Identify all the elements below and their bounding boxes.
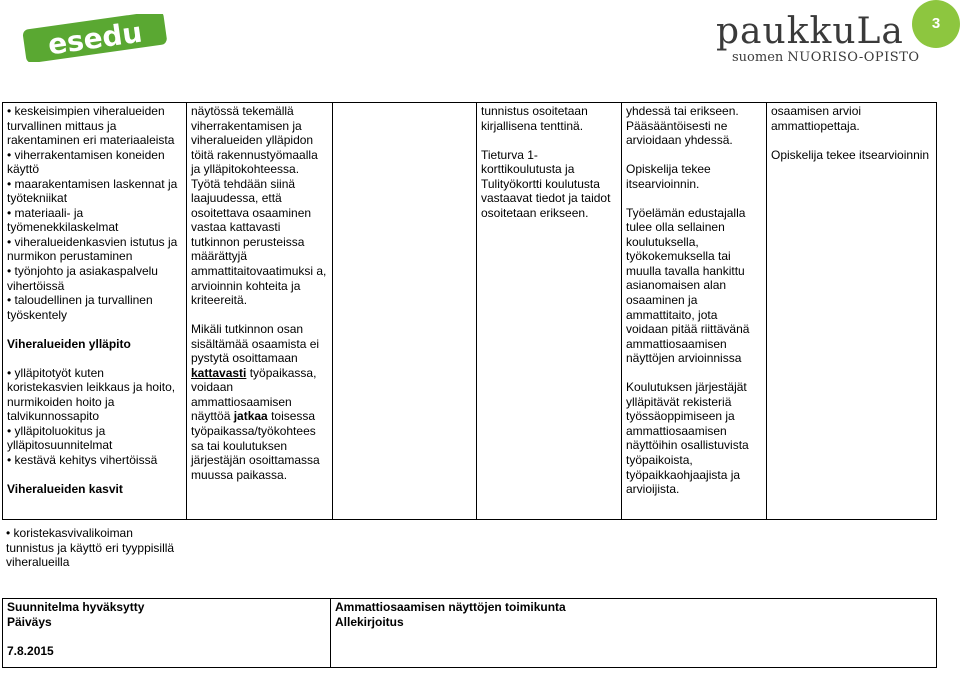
col-demonstration [187, 103, 333, 520]
col-teacher [767, 103, 937, 520]
demo-paragraph-2 [191, 322, 328, 482]
committee-title: Ammattiosaamisen näyttöjen toimikunta [335, 600, 566, 614]
page-number-badge: 3 [912, 0, 960, 48]
written-test-text: tunnistus osoitetaan kirjallisena tenttinä. [481, 104, 588, 133]
paukkula-logo [716, 11, 920, 68]
signature-label: Allekirjoitus [335, 615, 404, 629]
content-list-2 [7, 366, 182, 468]
content-list-1 [7, 104, 182, 322]
date-label: Päiväys [7, 615, 52, 629]
col-empty [333, 103, 477, 520]
date-value: 7.8.2015 [7, 644, 54, 658]
demo-p2-e: toisessa työpaikassa/työkohtees sa tai koulutuksen järjestäjän osoittamassa muussa paikassa. [191, 409, 320, 482]
approval-title: Suunnitelma hyväksytty [7, 600, 145, 614]
svg-text:esedu: esedu [45, 15, 145, 62]
committee-cell [331, 599, 937, 668]
content-table [2, 102, 937, 520]
list-item: • keskeisimpien viheralueiden turvallinen mittaus ja rakentaminen eri materiaaleista [7, 104, 175, 148]
list-item: • ylläpitoluokitus ja ylläpitosuunnitelmat [7, 423, 113, 453]
paukkula-sub-1: suomen [732, 50, 784, 65]
approval-cell [3, 599, 331, 668]
demo-p2-c: työpaikassa, voidaan ammattiosaamisen näyttöä [191, 365, 317, 424]
heading-plants: Viheralueiden kasvit [7, 482, 123, 497]
assessment-p2: Opiskelija tekee itsearvioinnin. [626, 162, 711, 191]
col-written-test [477, 103, 622, 520]
signature-table [2, 598, 937, 668]
list-item: • viheralueidenkasvien istutus ja nurmikon perustaminen [7, 234, 178, 264]
col-contents [3, 103, 187, 520]
teacher-p1: osaamisen arvioi ammattiopettaja. [771, 104, 862, 133]
content-list-3: • koristekasvivalikoiman tunnistus ja käyttö eri tyyppisillä viheralueilla [6, 526, 175, 570]
list-item: • materiaali- ja työmenekkilaskelmat [7, 205, 119, 235]
list-item: • kestävä kehitys vihertöissä [7, 453, 158, 468]
list-item: • taloudellinen ja turvallinen työskentely [7, 293, 153, 322]
demo-p2-emph-2: jatkaa [233, 409, 268, 424]
esedu-logo [22, 14, 168, 62]
demo-p2-emph-1: kattavasti [191, 365, 247, 380]
paukkula-subtitle [732, 50, 920, 66]
assessment-p3: Työelämän edustajalla tulee olla sellainen koulutuksella, työkokemuksella tai muulla tavalla hankittu asianomaisen alan osaaminen ja ammattitaito, jota voidaan pitää riittävänä ammattiosaamisen näyttöjen arvioinnissa [626, 205, 750, 366]
demo-paragraph-1: näytössä tekemällä viherrakentamisen ja viheralueiden ylläpidon töitä rakennustyömaalla ja ylläpitokohteessa. Työtä tehdään siinä laajuudessa, että osoitettava osaaminen vastaa kattavasti tutkinnon perusteissa määrättyjä ammattitaitovaatimuksi a, arvioinnin kohteita ja kriteereitä. [191, 104, 327, 308]
paukkula-wordmark: paukkuLa [716, 11, 904, 52]
assessment-p4: Koulutuksen järjestäjät ylläpitävät rekisteriä työssäoppimiseen ja ammattiosaamisen näyttöihin osallistuvista työpaikoista, työpaikkaohjaajista ja arvioijista. [626, 380, 749, 497]
list-item: • ylläpitotyöt kuten koristekasvien leikkaus ja hoito, nurmikoiden hoito ja talvikunnossapito [7, 365, 176, 424]
paukkula-sub-2: NUORISO-OPISTO [787, 50, 920, 65]
esedu-logo-graphic [22, 14, 168, 62]
demo-p2-a: Mikäli tutkinnon osan sisältämää osaamista ei pystytä osoittamaan [191, 322, 320, 366]
list-item: • työnjohto ja asiakaspalvelu vihertöissä [7, 264, 158, 293]
col-assessment [622, 103, 767, 520]
list-item: • viherrakentamisen koneiden käyttö [7, 147, 165, 177]
assessment-p1: yhdessä tai erikseen. Pääsääntöisesti ne arvioidaan yhdessä. [626, 104, 739, 148]
heading-maintenance: Viheralueiden ylläpito [7, 336, 131, 351]
list-item: • maarakentamisen laskennat ja työtekniikat [7, 176, 178, 206]
safety-card-text: Tieturva 1-korttikoulutusta ja Tulityökortti koulutusta vastaavat tiedot ja taidot osoitetaan erikseen. [481, 147, 611, 220]
teacher-p2: Opiskelija tekee itsearvioinnin [771, 147, 930, 162]
